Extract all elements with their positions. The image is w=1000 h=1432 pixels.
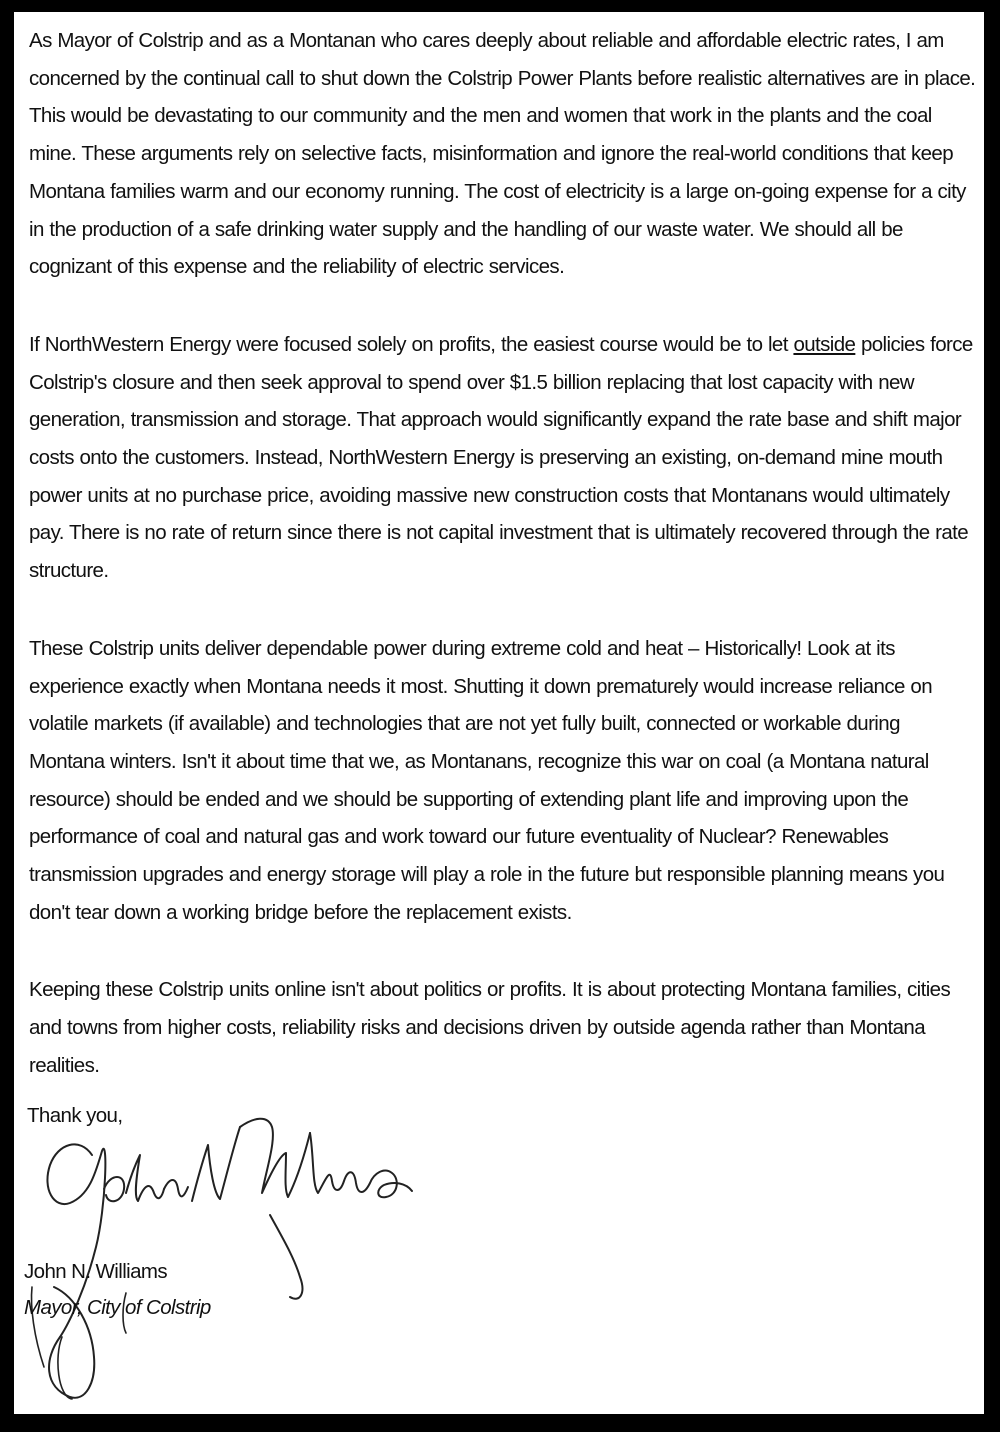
paragraph-northwestern-end: policies force Colstrip's closure and then seek approval to spend over $1.5 billion replacing that lost capacity with new generation, transmission and storage. That approach would significantly expand the rate base and shift major costs onto the customers. Instead, NorthWestern Energy is preserving an existing, on-demand mine mouth power units at no purchase price, avoiding massive new construction costs that Montanans would ultimately pay. There is no rate of return since there is not capital investment that is ultimately recovered through the rate structure.	[29, 332, 973, 583]
underlined-word-outside: outside	[793, 332, 856, 356]
handwritten-signature	[14, 1097, 434, 1402]
signer-name: John N. Williams	[24, 1260, 168, 1283]
letter-body	[29, 22, 977, 1125]
closing-salutation: Thank you,	[27, 1104, 123, 1127]
letter-page	[14, 12, 984, 1414]
signer-title: Mayor, City of Colstrip	[24, 1296, 211, 1319]
paragraph-conclusion: Keeping these Colstrip units online isn't about politics or profits. It is about protecting Montana families, cities and towns from higher costs, reliability risks and decisions driven by outside agenda rather than Montana realities.	[29, 978, 951, 1077]
paragraph-northwestern	[29, 326, 977, 590]
paragraph-concern: As Mayor of Colstrip and as a Montanan who cares deeply about reliable and affordable electric rates, I am concerned by the continual call to shut down the Colstrip Power Plants before realistic alternatives are in place. This would be devastating to our community and the men and women that work in the plants and the coal mine. These arguments rely on selective facts, misinformation and ignore the real-world conditions that keep Montana families warm and our economy running. The cost of electricity is a large on-going expense for a city in the production of a safe drinking water supply and the handling of our waste water. We should all be cognizant of this expense and the reliability of electric services.	[29, 29, 976, 279]
paragraph-reliability: These Colstrip units deliver dependable power during extreme cold and heat – Historically! Look at its experience exactly when Montana needs it most. Shutting it down prematurely would increase reliance on volatile markets (if available) and technologies that are not yet fully built, connected or workable during Montana winters. Isn't it about time that we, as Montanans, recognize this war on coal (a Montana natural resource) should be ended and we should be supporting of extending plant life and improving upon the performance of coal and natural gas and work toward our future eventuality of Nuclear? Renewables transmission upgrades and energy storage will play a role in the future but responsible planning means you don't tear down a working bridge before the replacement exists.	[29, 636, 945, 924]
paragraph-northwestern-start: If NorthWestern Energy were focused solely on profits, the easiest course would be to let	[29, 332, 794, 356]
